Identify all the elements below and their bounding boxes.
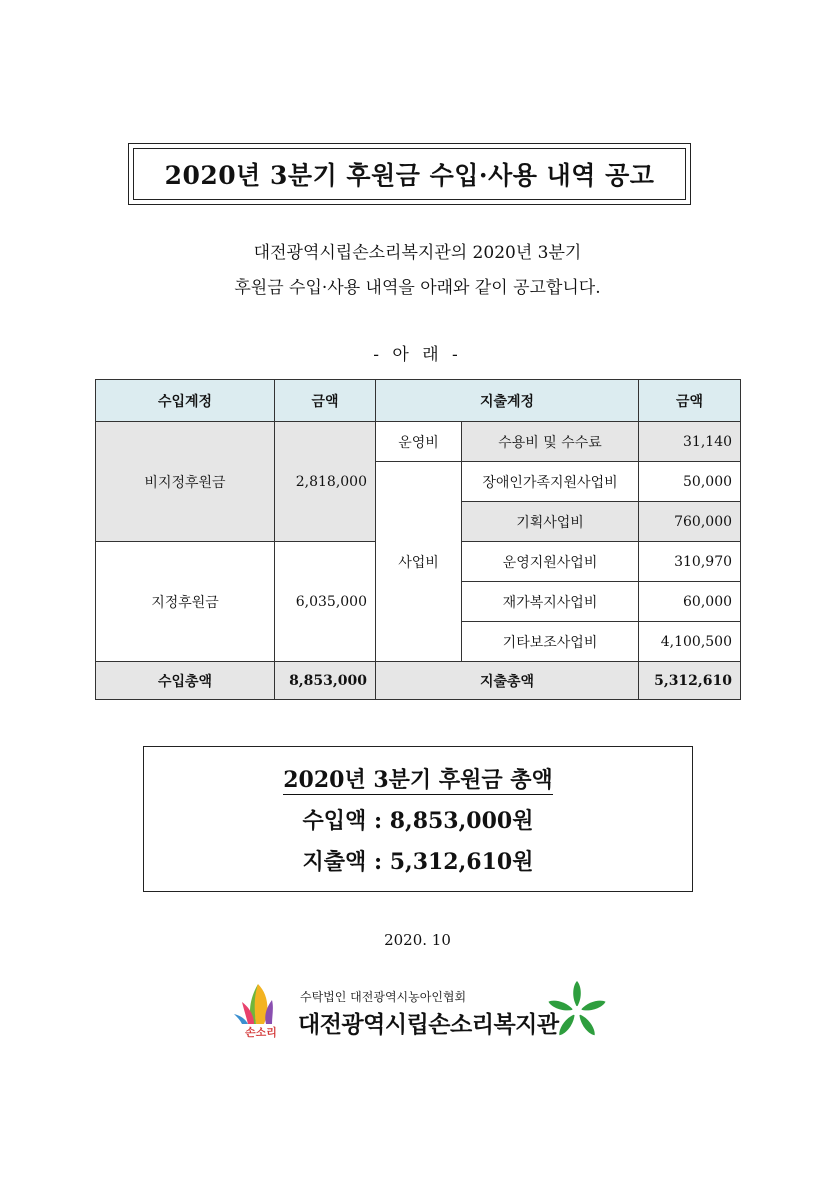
income-amount: 2,818,000: [275, 422, 376, 542]
intro-line-2: 후원금 수입·사용 내역을 아래와 같이 공고합니다.: [234, 278, 601, 298]
income-label: 지정후원금: [96, 542, 275, 662]
org-sub-name: 수탁법인 대전광역시농아인협회: [300, 990, 467, 1004]
header-income-account: 수입계정: [96, 380, 275, 422]
expense-label: 기획사업비: [462, 502, 639, 542]
expense-amount: 31,140: [639, 422, 741, 462]
expense-total-amount: 5,312,610: [639, 662, 741, 700]
expense-total-label: 지출총액: [376, 662, 639, 700]
income-total-label: 수입총액: [96, 662, 275, 700]
expense-amount: 760,000: [639, 502, 741, 542]
intro-line-1: 대전광역시립손소리복지관의 2020년 3분기: [253, 243, 582, 263]
summary-income-line: 수입액 : 8,853,000원: [302, 808, 534, 834]
table-totals-row: [96, 662, 741, 700]
header-income-amount: 금액: [275, 380, 376, 422]
expense-group-label: 사업비: [376, 462, 462, 662]
expense-label: 수용비 및 수수료: [462, 422, 639, 462]
org-main-name: 대전광역시립손소리복지관: [298, 1012, 559, 1038]
summary-box: [143, 746, 693, 892]
notice-title-box: [128, 143, 691, 205]
income-amount: 6,035,000: [275, 542, 376, 662]
table-header-row: [96, 380, 741, 422]
header-expense-amount: 금액: [639, 380, 741, 422]
income-label: 비지정후원금: [96, 422, 275, 542]
green-flower-emblem-icon: [546, 980, 608, 1042]
expense-label: 장애인가족지원사업비: [462, 462, 639, 502]
table-row: [96, 422, 741, 462]
expense-amount: 50,000: [639, 462, 741, 502]
notice-date: 2020. 10: [384, 931, 451, 949]
income-total-amount: 8,853,000: [275, 662, 376, 700]
expense-amount: 60,000: [639, 582, 741, 622]
below-label: - 아 래 -: [373, 345, 462, 365]
expense-amount: 4,100,500: [639, 622, 741, 662]
expense-group-label: 운영비: [376, 422, 462, 462]
expense-label: 운영지원사업비: [462, 542, 639, 582]
expense-label: 기타보조사업비: [462, 622, 639, 662]
expense-label: 재가복지사업비: [462, 582, 639, 622]
summary-title: 2020년 3분기 후원금 총액: [283, 767, 553, 793]
notice-title: 2020년 3분기 후원금 수입·사용 내역 공고: [133, 148, 686, 200]
header-expense-account: 지출계정: [376, 380, 639, 422]
sonsori-logo-icon: [228, 980, 294, 1040]
summary-expense-line: 지출액 : 5,312,610원: [302, 849, 534, 875]
logo-text: 손소리: [245, 1026, 277, 1039]
expense-amount: 310,970: [639, 542, 741, 582]
donation-ledger-table: [95, 379, 741, 700]
